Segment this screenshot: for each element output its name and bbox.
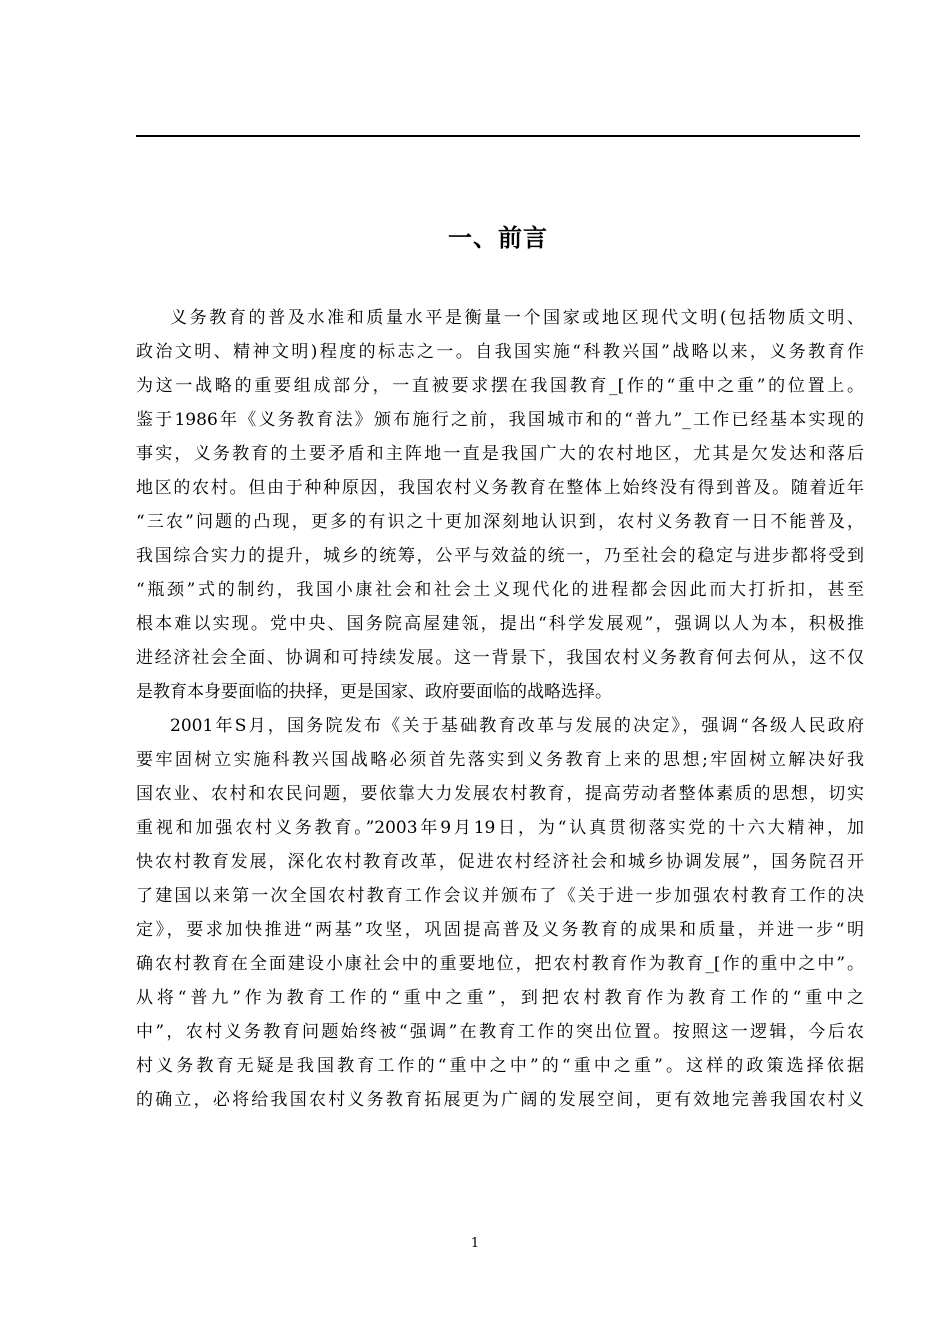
text-line: 国农业、农村和农民问题，要依靠大力发展农村教育，提高劳动者整体素质的思想，切实 [136, 784, 864, 804]
text-line: 进经济社会全面、协调和可持续发展。这一背景下，我国农村义务教育何去何从，这不仅 [136, 648, 864, 668]
text-line: 重视和加强农村义务教育。”2003年9月19日，为“认真贯彻落实党的十六大精神，加 [136, 818, 864, 838]
paragraph-2 [136, 709, 864, 1117]
body-text [136, 301, 864, 1117]
text-line: 快农村教育发展，深化农村教育改革，促进农村经济社会和城乡协调发展”，国务院召开 [136, 852, 864, 872]
text-line: 为这一战略的重要组成部分，一直被要求摆在我国教育_[作的“重中之重”的位置上。 [136, 376, 864, 396]
text-line: 根本难以实现。党中央、国务院高屋建瓴，提出“科学发展观”，强调以人为本，积极推 [136, 614, 864, 634]
text-line: 要牢固树立实施科教兴国战略必须首先落实到义务教育上来的思想;牢固树立解决好我 [136, 750, 864, 770]
text-line: 2001年S月，国务院发布《关于基础教育改革与发展的决定》，强调“各级人民政府 [170, 716, 864, 736]
text-line: “瓶颈”式的制约，我国小康社会和社会土义现代化的进程都会因此而大打折扣，甚至 [136, 580, 864, 600]
text-line: 义务教育的普及水准和质量水平是衡量一个国家或地区现代文明(包括物质文明、 [170, 308, 864, 328]
text-line: 政治文明、精神文明)程度的标志之一。自我国实施“科教兴国”战略以来，义务教育作 [136, 342, 864, 362]
section-title: 一、前言 [448, 224, 548, 252]
text-line: 鉴于1986年《义务教育法》颁布施行之前，我国城市和的“普九”_工作已经基本实现的 [136, 410, 864, 430]
text-line: 了建国以来第一次全国农村教育工作会议并颁布了《关于进一步加强农村教育工作的决 [136, 886, 864, 906]
text-line: “三农”问题的凸现，更多的有识之十更加深刻地认识到，农村义务教育一日不能普及， [136, 512, 864, 532]
text-line: 地区的农村。但由于种种原因，我国农村义务教育在整体上始终没有得到普及。随着近年 [136, 478, 864, 498]
header-rule [136, 135, 860, 137]
page-number: 1 [470, 1236, 480, 1251]
paragraph-1 [136, 301, 864, 709]
text-line: 事实，义务教育的土要矛盾和主阵地一直是我国广大的农村地区，尤其是欠发达和落后 [136, 444, 864, 464]
text-line: 的确立，必将给我国农村义务教育拓展更为广阔的发展空间，更有效地完善我国农村义 [136, 1090, 864, 1110]
text-line: 是教育本身要面临的抉择，更是国家、政府要面临的战略选择。 [136, 682, 612, 702]
text-line: 确农村教育在全面建设小康社会中的重要地位，把农村教育作为教育_[作的重中之中”。 [136, 954, 864, 974]
text-line: 定》，要求加快推进“两基”攻坚，巩固提高普及义务教育的成果和质量，并进一步“明 [136, 920, 864, 940]
text-line: 从将“普九”作为教育工作的“重中之重”，到把农村教育作为教育工作的“重中之 [136, 988, 864, 1008]
text-line: 村义务教育无疑是我国教育工作的“重中之中”的“重中之重”。这样的政策选择依据 [136, 1056, 864, 1076]
text-line: 我国综合实力的提升，城乡的统筹，公平与效益的统一，乃至社会的稳定与进步都将受到 [136, 546, 864, 566]
text-line: 中”，农村义务教育问题始终被“强调”在教育工作的突出位置。按照这一逻辑，今后农 [136, 1022, 864, 1042]
